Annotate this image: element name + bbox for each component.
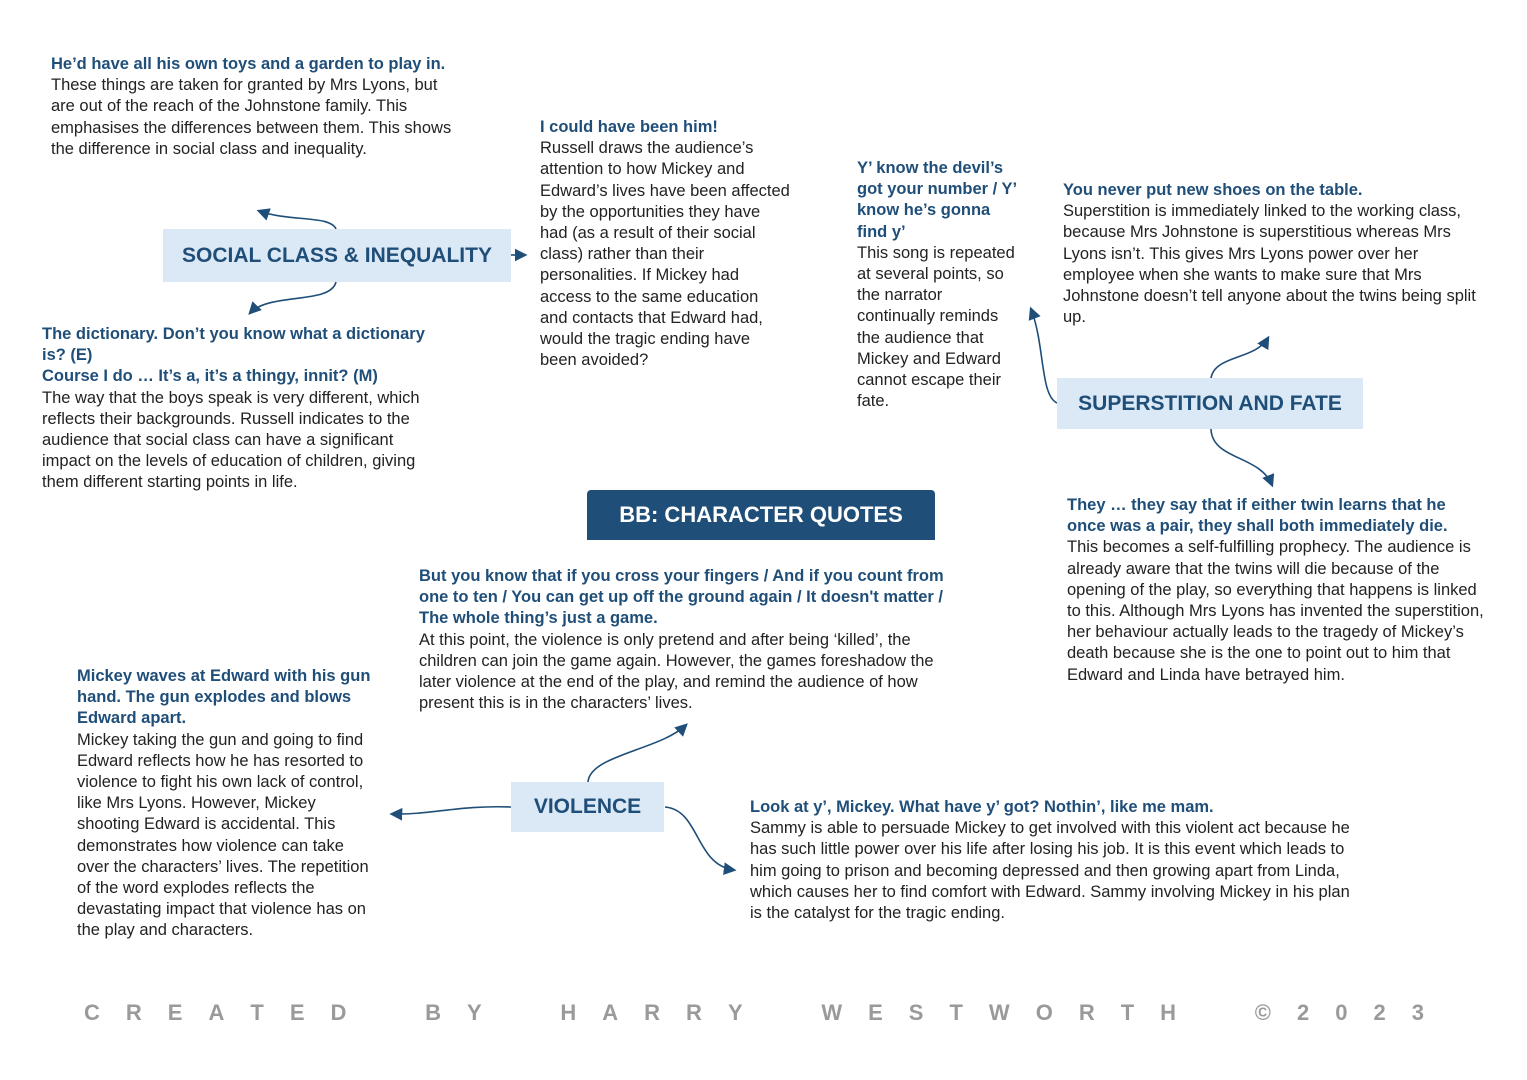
block-sammy bbox=[750, 797, 1350, 924]
theme-violence: VIOLENCE bbox=[511, 782, 664, 832]
quote: Mickey waves at Edward with his gun hand. The gun explodes and blows Edward apart. bbox=[77, 667, 371, 728]
analysis: Russell draws the audience’s attention to how Mickey and Edward’s lives have been affected by the opportunities they have had (as a result of their social class) rather than their personalities. If Mickey had access to the same education and contacts that Edward had, would the tragic ending have been avoided? bbox=[540, 139, 790, 370]
footer-created: C R E A T E D bbox=[84, 1000, 347, 1025]
quote: The dictionary. Don’t you know what a dictionary is? (E) bbox=[42, 325, 425, 365]
quote: Y’ know the devil’s got your number / Y’ know he’s gonna find y’ bbox=[857, 159, 1017, 241]
arrow-superstition-to-twins bbox=[1211, 429, 1272, 485]
quote: You never put new shoes on the table. bbox=[1063, 181, 1363, 199]
quote: But you know that if you cross your fingers / And if you count from one to ten / You can get up off the ground again / It doesn't matter / The whole thing’s just a game. bbox=[419, 567, 944, 628]
block-devil bbox=[857, 158, 1017, 412]
analysis: The way that the boys speak is very different, which reflects their backgrounds. Russell indicates to the audience that social class can have a significant impact on the levels of education of children, giving them different starting points in life. bbox=[42, 388, 420, 492]
footer-first-name: H A R R Y bbox=[560, 1000, 743, 1025]
theme-superstition: SUPERSTITION AND FATE bbox=[1057, 378, 1363, 429]
quote-2: Course I do … It’s a, it’s a thingy, innit? (M) bbox=[42, 367, 378, 386]
arrow-superstition-to-shoes bbox=[1211, 338, 1268, 378]
block-shoes bbox=[1063, 180, 1481, 328]
footer-credit bbox=[84, 1000, 1424, 1026]
block-fingers bbox=[419, 566, 959, 714]
analysis: Sammy is able to persuade Mickey to get involved with this violent act because he has such little power over his life after losing his job. It is this event which leads to him going to prison and becoming depressed and then growing apart from Linda, which causes her to find comfort with Edward. Sammy involving Mickey in his plan is the catalyst for the tragic ending. bbox=[750, 819, 1350, 923]
analysis: This song is repeated at several points, so the narrator continually reminds the audience that Mickey and Edward cannot escape their fate. bbox=[857, 243, 1015, 411]
arrow-violence-to-gun bbox=[392, 807, 511, 814]
footer-by: B Y bbox=[425, 1000, 482, 1025]
arrow-social-to-toys bbox=[259, 211, 336, 229]
analysis: These things are taken for granted by Mrs Lyons, but are out of the reach of the Johnstone family. This emphasises the differences between them. This shows the difference in social class and inequality. bbox=[51, 76, 452, 158]
block-twins bbox=[1067, 495, 1487, 686]
footer-last-name: W E S T W O R T H bbox=[821, 1000, 1177, 1025]
arrow-social-to-dictionary bbox=[250, 282, 336, 313]
block-dictionary bbox=[42, 324, 427, 494]
analysis: Superstition is immediately linked to the working class, because Mrs Johnstone is superstitious whereas Mrs Lyons isn’t. This gives Mrs Lyons power over her employee when she wants to make sure that Mrs Johnstone doesn’t tell anyone about the twins being split up. bbox=[1063, 202, 1476, 327]
quote: I could have been him! bbox=[540, 118, 718, 136]
theme-social-class: SOCIAL CLASS & INEQUALITY bbox=[163, 229, 511, 282]
diagram-title: BB: CHARACTER QUOTES bbox=[587, 490, 935, 540]
quote: They … they say that if either twin learns that he once was a pair, they shall both immediately die. bbox=[1067, 496, 1448, 536]
quote: Look at y’, Mickey. What have y’ got? Nothin’, like me mam. bbox=[750, 798, 1214, 816]
block-gun bbox=[77, 666, 377, 942]
block-toys bbox=[51, 54, 461, 160]
analysis: This becomes a self-fulfilling prophecy. The audience is already aware that the twins will die because of the opening of the play, so everything that happens is linked to this. Although Mrs Lyons has invented the superstition, her behaviour actually leads to the tragedy of Mickey’s death because she is the one to point out to him that Edward and Linda have betrayed him. bbox=[1067, 538, 1484, 684]
footer-year: © 2 0 2 3 bbox=[1254, 1000, 1424, 1025]
block-him bbox=[540, 117, 790, 371]
quote: He’d have all his own toys and a garden to play in. bbox=[51, 55, 446, 73]
analysis: At this point, the violence is only pretend and after being ‘killed’, the children can join the game again. However, the games foreshadow the later violence at the end of the play, and remind the audience of how present this is in the characters’ lives. bbox=[419, 630, 934, 713]
analysis: Mickey taking the gun and going to find Edward reflects how he has resorted to violence to fight his own lack of control, like Mrs Lyons. However, Mickey shooting Edward is accidental. This demonstrates how violence can take over the characters’ lives. The repetition of the word explodes reflects the devastating impact that violence has on the play and characters. bbox=[77, 730, 369, 940]
arrow-violence-to-sammy bbox=[665, 807, 734, 870]
arrow-superstition-to-devil bbox=[1031, 309, 1057, 403]
arrow-violence-to-fingers bbox=[588, 725, 686, 782]
